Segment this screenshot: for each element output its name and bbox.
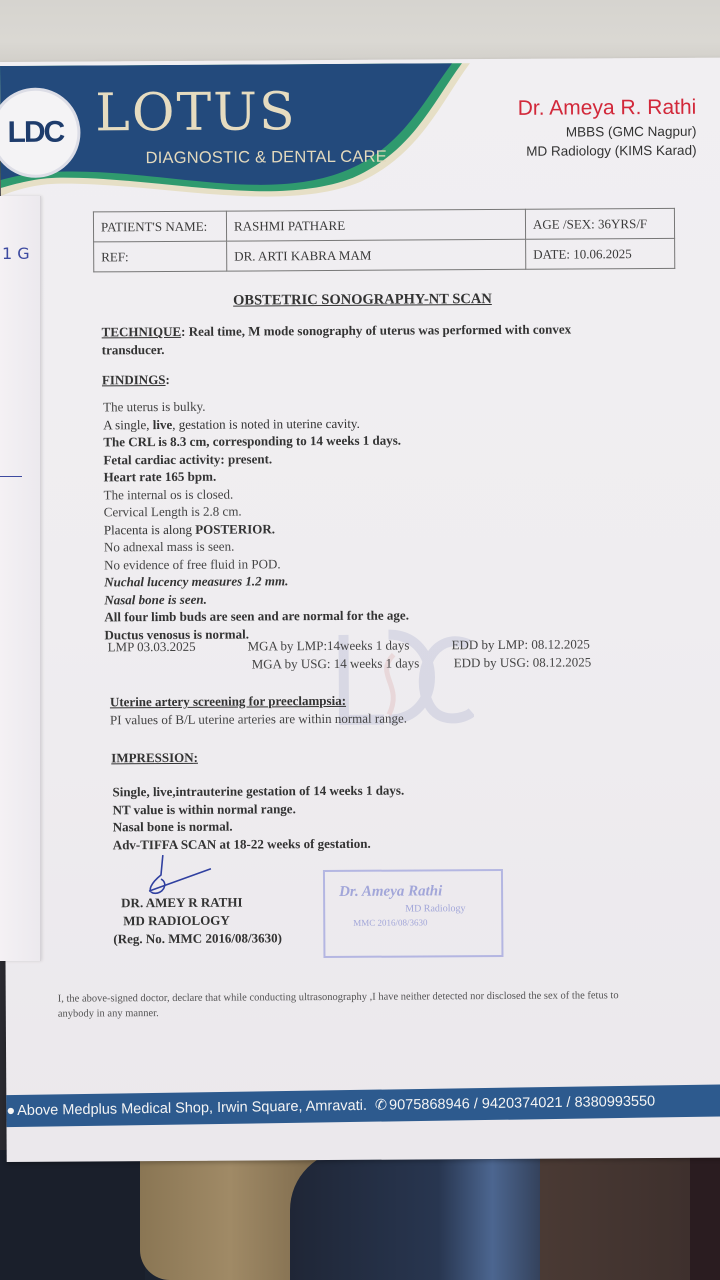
patient-info-table [93, 208, 675, 273]
edd-by-lmp: EDD by LMP: 08.12.2025 [451, 636, 590, 653]
background-lap-photo [0, 1150, 720, 1280]
pcpndt-declaration: I, the above-signed doctor, declare that while conducting ultrasonography ,I have neither detected nor disclosed the sex of the fetus to anybody in any manner. [57, 990, 619, 1020]
finding-line: The CRL is 8.3 cm, corresponding to 14 weeks 1 days. [103, 432, 402, 450]
finding-line: Cervical Length is 2.8 cm. [103, 503, 242, 520]
finding-text: A single, [103, 416, 153, 432]
phone-icon: ✆ [374, 1097, 388, 1114]
findings-heading: FINDINGS: [101, 371, 170, 388]
letterhead [0, 62, 720, 206]
patient-name-value: RASHMI PATHARE [226, 209, 525, 241]
edd-by-usg: EDD by USG: 08.12.2025 [453, 654, 592, 671]
finding-line: Nuchal lucency measures 1.2 mm. [104, 573, 289, 590]
signatory-registration: (Reg. No. MMC 2016/08/3630) [113, 930, 283, 947]
clinic-subtitle: DIAGNOSTIC & DENTAL CARE [145, 147, 387, 168]
finding-line: The internal os is closed. [103, 486, 234, 502]
finding-line: Heart rate 165 bpm. [103, 468, 217, 485]
uterine-artery-heading: Uterine artery screening for preeclampsia: [109, 692, 347, 710]
impression-heading: IMPRESSION: [111, 749, 198, 766]
underlying-page-edge [0, 196, 41, 961]
finding-line [104, 519, 409, 538]
clinic-name: LOTUS [95, 82, 297, 144]
doctor-qualification-2: MD Radiology (KIMS Karad) [526, 142, 697, 159]
finding-line [103, 414, 408, 433]
finding-line: Fetal cardiac activity: present. [103, 450, 273, 467]
ref-label: REF: [94, 241, 227, 272]
impression-line: NT value is within normal range. [112, 800, 296, 817]
doctor-stamp [323, 869, 504, 958]
technique-section [102, 320, 602, 358]
impression-label: IMPRESSION [111, 749, 194, 766]
finding-emphasis: live [152, 416, 173, 432]
technique-label: TECHNIQUE [101, 323, 182, 340]
footer-contact-band [6, 1084, 720, 1127]
location-pin-icon: ● [6, 1103, 16, 1120]
ref-value: DR. ARTI KABRA MAM [227, 239, 526, 271]
report-date: DATE: 10.06.2025 [526, 238, 675, 269]
findings-list [103, 397, 409, 644]
report-page [0, 58, 720, 1162]
report-title: OBSTETRIC SONOGRAPHY-NT SCAN [233, 291, 492, 309]
doctor-qualification-1: MBBS (GMC Nagpur) [565, 123, 697, 140]
finding-line: All four limb buds are seen and are normal for the age. [104, 607, 409, 625]
stamp-name: Dr. Ameya Rathi [339, 883, 443, 900]
signatory-name: DR. AMEY R RATHI [121, 894, 243, 911]
clinic-phones: 9075868946 / 9420374021 / 8380993550 [388, 1093, 656, 1114]
ref-row [94, 238, 675, 272]
patient-name-label: PATIENT'S NAME: [93, 211, 226, 242]
finding-line: The uterus is bulky. [103, 398, 206, 415]
impression-line: Adv-TIFFA SCAN at 18-22 weeks of gestation. [112, 835, 371, 852]
handwritten-note: 1 G [2, 244, 30, 263]
finding-text: Placenta is along [103, 521, 196, 537]
logo-text: LDC [7, 115, 64, 149]
signatory-degree: MD RADIOLOGY [123, 912, 230, 929]
handwritten-underline [0, 476, 22, 477]
mga-by-lmp: MGA by LMP:14weeks 1 days [247, 637, 410, 654]
lmp-date: LMP 03.03.2025 [107, 638, 196, 655]
uterine-artery-text: PI values of B/L uterine arteries are within normal range. [109, 710, 408, 728]
doctor-name: Dr. Ameya R. Rathi [517, 95, 697, 120]
finding-emphasis: POSTERIOR. [195, 520, 276, 537]
mga-by-usg: MGA by USG: 14 weeks 1 days [251, 655, 420, 672]
findings-label: FINDINGS [101, 371, 166, 388]
patient-age-sex: AGE /SEX: 36YRS/F [525, 208, 674, 239]
impression-list [112, 782, 404, 854]
finding-line: Nasal bone is seen. [104, 591, 207, 607]
finding-text: , gestation is noted in uterine cavity. [172, 415, 360, 432]
impression-line: Nasal bone is normal. [112, 818, 233, 835]
impression-line: Single, live,intrauterine gestation of 14 weeks 1 days. [112, 782, 405, 800]
finding-line: Ductus venosus is normal. [104, 625, 250, 642]
stamp-registration: MMC 2016/08/3630 [353, 917, 428, 928]
stamp-degree: MD Radiology [405, 903, 466, 915]
finding-line: No adnexal mass is seen. [103, 538, 235, 555]
finding-line: No evidence of free fluid in POD. [104, 555, 281, 572]
technique-text: : Real time, M mode sonography of uterus was performed with convex transducer. [101, 321, 572, 357]
clinic-address: Above Medplus Medical Shop, Irwin Square, Amravati. [17, 1097, 368, 1119]
patient-row [93, 208, 674, 242]
